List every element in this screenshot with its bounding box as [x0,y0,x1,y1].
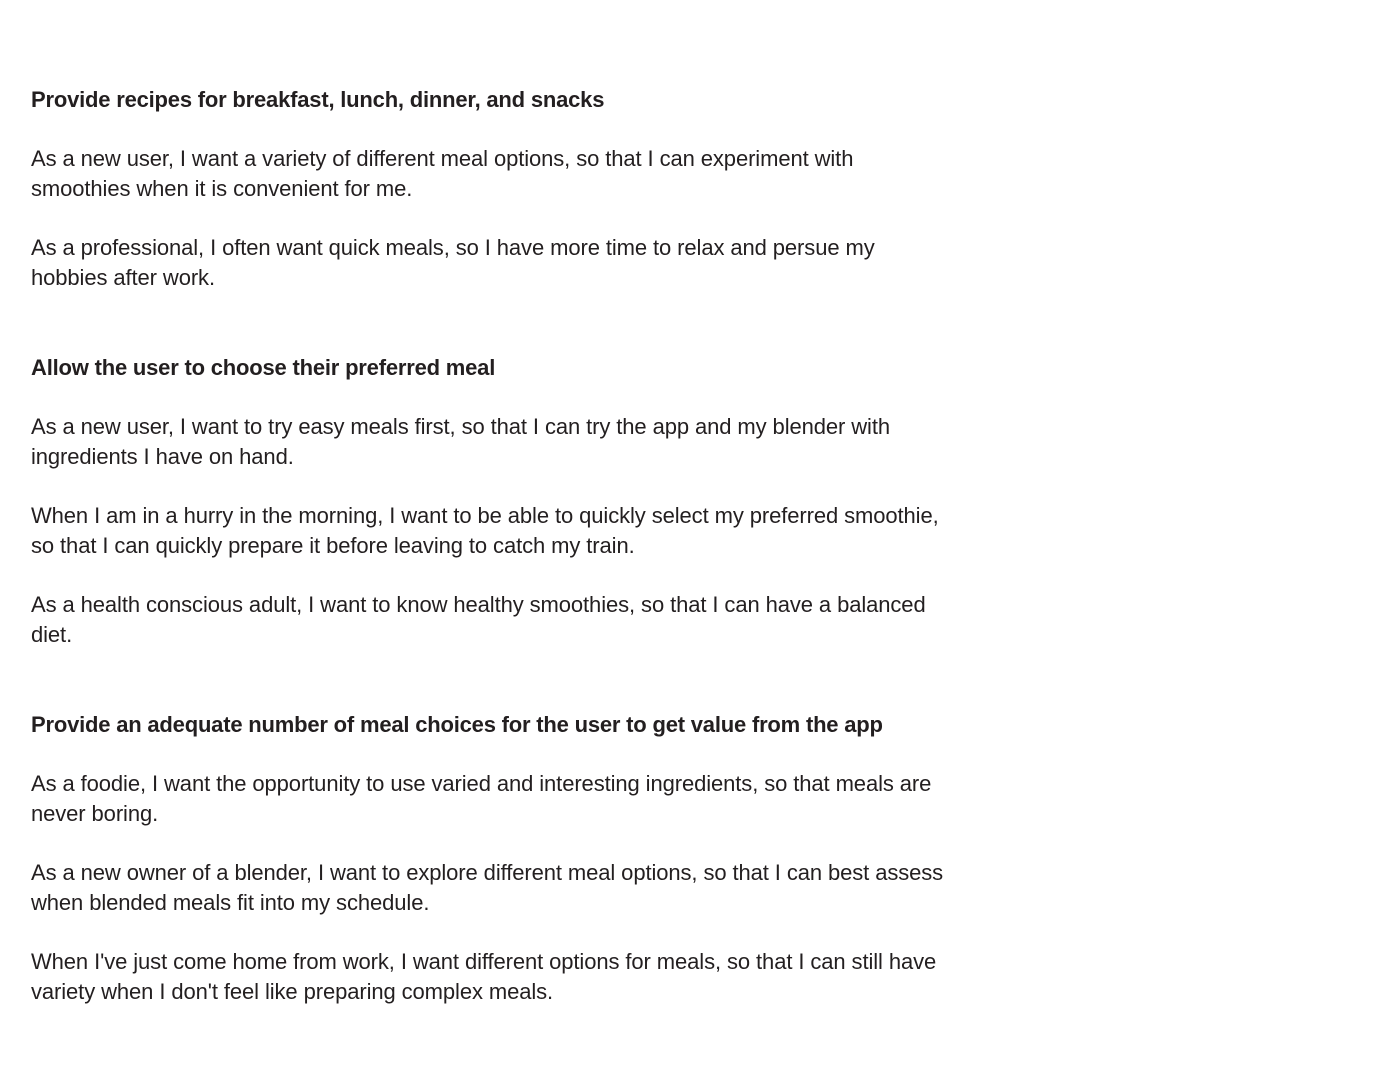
user-story: As a foodie, I want the opportunity to use varied and interesting ingredients, so that meals are never boring. [31,771,932,826]
user-story: When I've just come home from work, I want different options for meals, so that I can still have variety when I don't feel like preparing complex meals. [31,949,937,1004]
user-story: When I am in a hurry in the morning, I want to be able to quickly select my preferred smoothie, so that I can quickly prepare it before leaving to catch my train. [31,503,939,558]
user-story: As a new user, I want a variety of different meal options, so that I can experiment with smoothies when it is convenient for me. [31,146,854,201]
user-story: As a health conscious adult, I want to know healthy smoothies, so that I can have a balanced diet. [31,592,926,647]
section-recipes [31,85,946,293]
section-heading: Provide an adequate number of meal choices for the user to get value from the app [31,712,883,737]
section-heading: Allow the user to choose their preferred meal [31,355,496,380]
section-preferred-meal [31,353,946,650]
user-story: As a new user, I want to try easy meals first, so that I can try the app and my blender with ingredients I have on hand. [31,414,890,469]
document-body [31,85,946,1007]
section-heading: Provide recipes for breakfast, lunch, dinner, and snacks [31,87,605,112]
section-meal-choices [31,710,946,1007]
user-story: As a new owner of a blender, I want to explore different meal options, so that I can best assess when blended meals fit into my schedule. [31,860,944,915]
user-story: As a professional, I often want quick meals, so I have more time to relax and persue my hobbies after work. [31,235,875,290]
